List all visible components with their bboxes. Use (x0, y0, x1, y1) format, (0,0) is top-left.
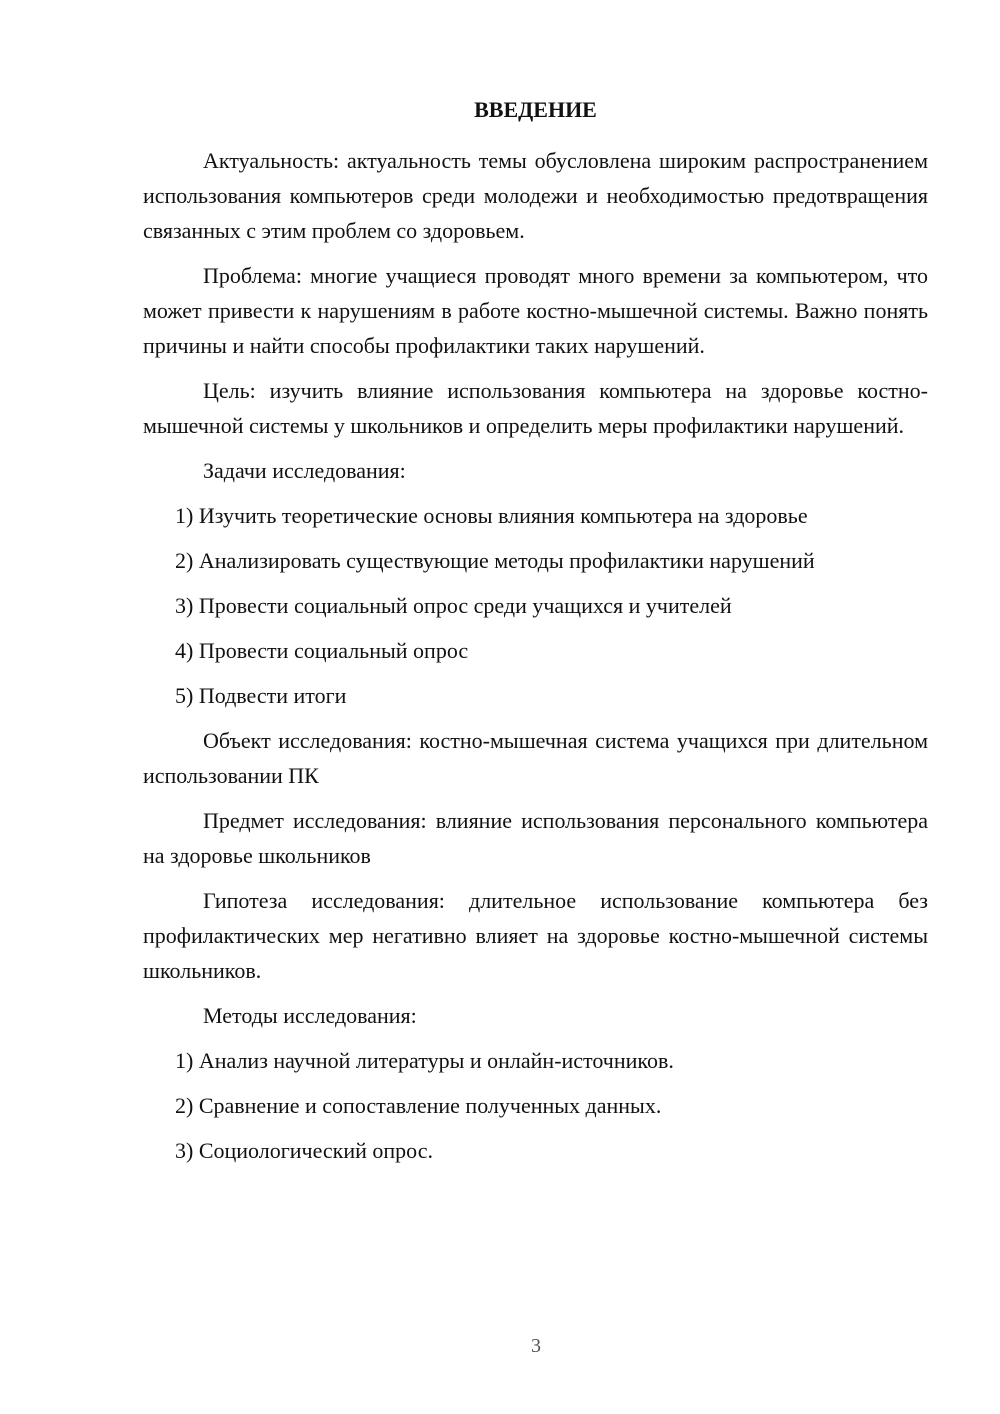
list-item: 1) Изучить теоретические основы влияния компьютера на здоровье (175, 503, 808, 528)
list-item: 3) Провести социальный опрос среди учащихся и учителей (175, 593, 732, 618)
object-paragraph: Объект исследования: костно-мышечная система учащихся при длительном использовании ПК (143, 728, 928, 788)
tasks-list (143, 498, 928, 713)
hypothesis-paragraph: Гипотеза исследования: длительное использование компьютера без профилактических мер негативно влияет на здоровье костно-мышечной системы школьников. (143, 888, 928, 983)
relevance-paragraph: Актуальность: актуальность темы обусловлена широким распространением использования компьютеров среди молодежи и необходимостью предотвращения связанных с этим проблем со здоровьем. (143, 148, 928, 243)
document-page (143, 95, 928, 1178)
methods-heading: Методы исследования: (203, 1003, 417, 1028)
list-item: 2) Сравнение и сопоставление полученных данных. (175, 1093, 662, 1118)
problem-paragraph: Проблема: многие учащиеся проводят много времени за компьютером, что может привести к нарушениям в работе костно-мышечной системы. Важно понять причины и найти способы профилактики таких нарушений. (143, 263, 928, 358)
page-title: ВВЕДЕНИЕ (474, 97, 597, 122)
tasks-heading: Задачи исследования: (203, 458, 406, 483)
subject-paragraph: Предмет исследования: влияние использования персонального компьютера на здоровье школьников (143, 808, 928, 868)
goal-paragraph: Цель: изучить влияние использования компьютера на здоровье костно-мышечной системы у школьников и определить меры профилактики нарушений. (143, 378, 928, 438)
page-number: 3 (531, 1335, 541, 1357)
list-item: 5) Подвести итоги (175, 683, 347, 708)
methods-list (143, 1043, 928, 1168)
list-item: 2) Анализировать существующие методы профилактики нарушений (175, 548, 815, 573)
list-item: 3) Социологический опрос. (175, 1138, 433, 1163)
list-item: 4) Провести социальный опрос (175, 638, 469, 663)
list-item: 1) Анализ научной литературы и онлайн-источников. (175, 1048, 674, 1073)
